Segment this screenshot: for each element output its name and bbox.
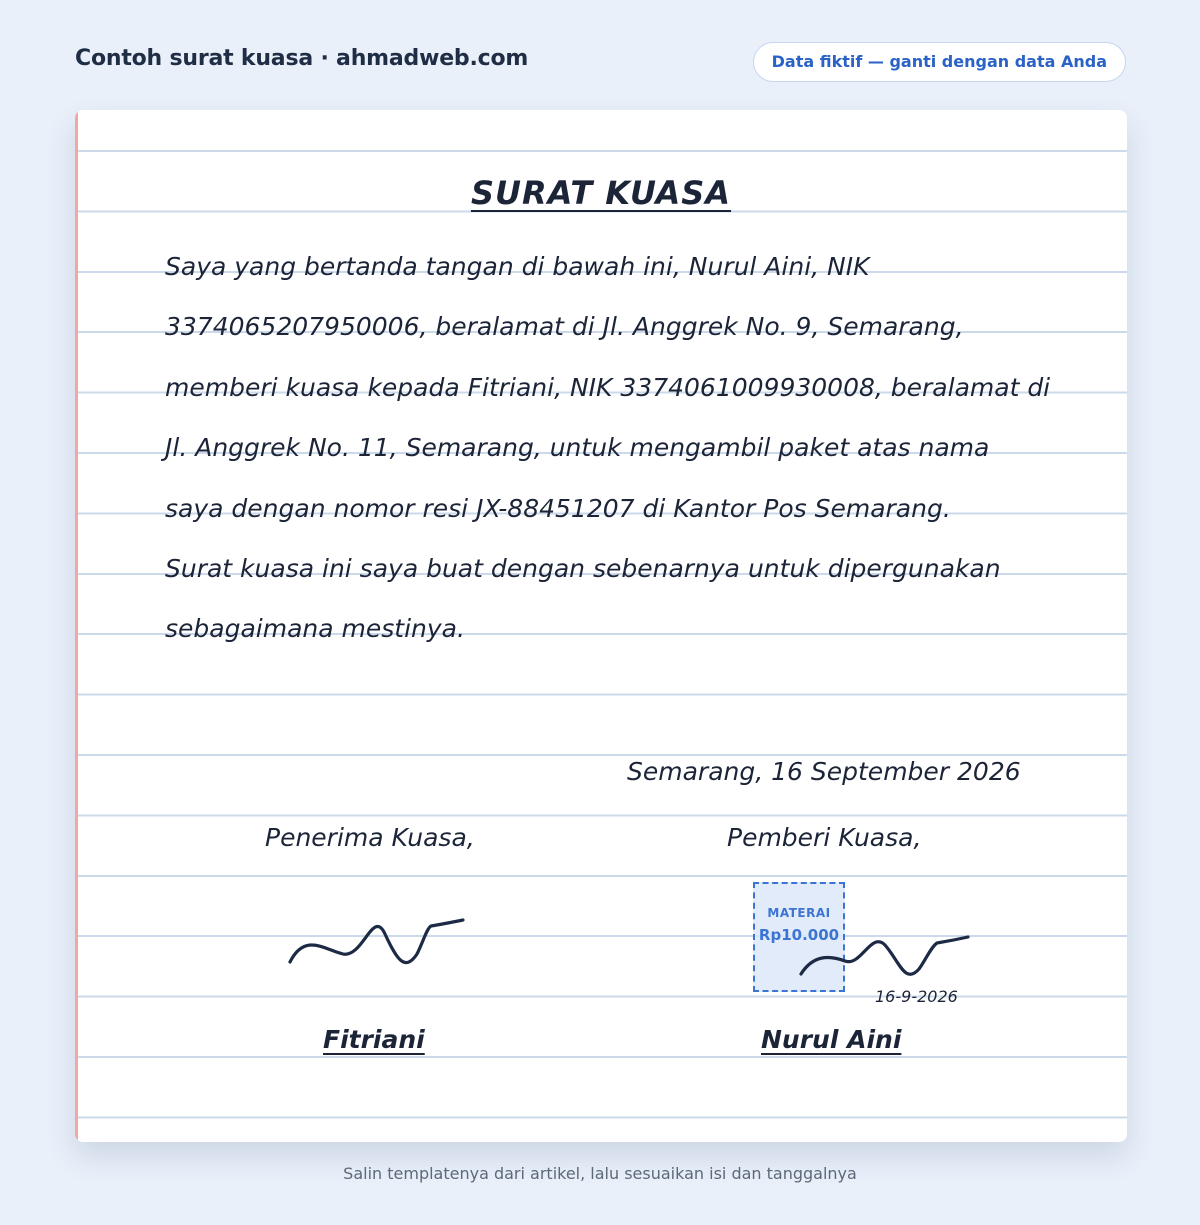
place-date: Semarang, 16 September 2026 (627, 757, 1021, 786)
letter-title-text: SURAT KUASA (470, 174, 732, 212)
recipient-label: Penerima Kuasa, (265, 823, 475, 852)
letter-body (165, 237, 1055, 660)
recipient-name: Fitriani (323, 1025, 425, 1054)
site-title: Contoh surat kuasa · ahmadweb.com (75, 46, 529, 71)
letter-title (75, 174, 1127, 212)
grantor-signature (795, 925, 975, 985)
letter-paragraph: Saya yang bertanda tangan di bawah ini, Nurul Aini, NIK 3374065207950006, beralamat di Jl. Anggrek No. 9, Semarang, memberi kuasa kepada Fitriani, NIK 3374061009930008, beralamat di Jl. Anggrek No. 11, Semarang, untuk mengambil paket atas nama saya dengan nomor resi JX-88451207 di Kantor Pos Semarang. (165, 252, 1051, 523)
margin-line (75, 110, 78, 1142)
stamp-date: 16-9-2026 (875, 987, 958, 1006)
fictional-data-badge: Data fiktif — ganti dengan data Anda (753, 42, 1126, 82)
recipient-signature (285, 910, 475, 980)
stamp-value: Rp10.000 (758, 926, 840, 944)
stamp-label: MATERAI (767, 906, 831, 920)
grantor-name: Nurul Aini (761, 1025, 902, 1054)
grantor-label: Pemberi Kuasa, (727, 823, 922, 852)
footer-note: Salin templatenya dari artikel, lalu sesuaikan isi dan tanggalnya (343, 1164, 857, 1183)
letter-paragraph: Surat kuasa ini saya buat dengan sebenarnya untuk dipergunakan sebagaimana mestinya. (165, 554, 1001, 644)
letter-paper (75, 110, 1127, 1142)
